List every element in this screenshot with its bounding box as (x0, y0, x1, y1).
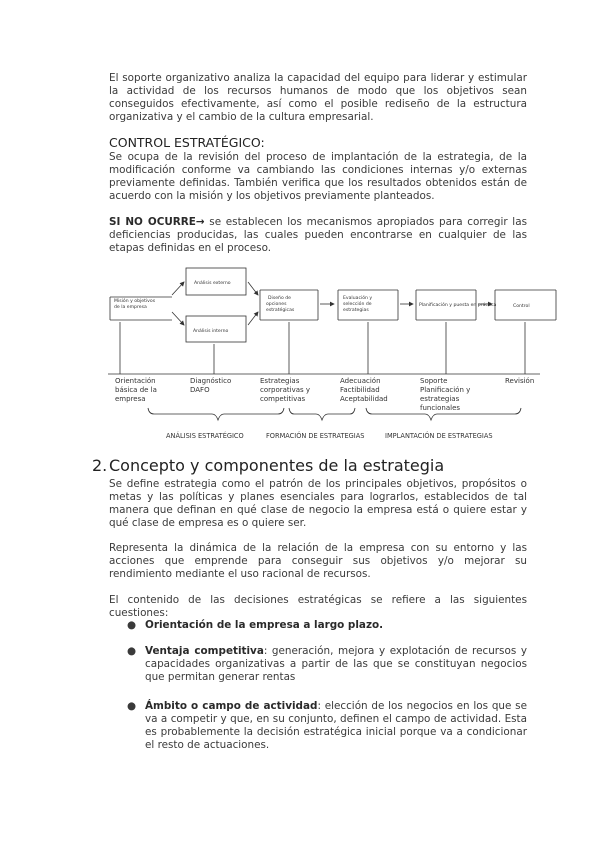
si-no-text: se establecen los mecanismos apropiados para corregir las deficiencias producidas, las cuales pueden encontrarse en cualquier de las etapas definidas en el proceso. (109, 216, 527, 254)
intro-paragraph: El soporte organizativo analiza la capacidad del equipo para liderar y estimular la actividad de los recursos humanos de modo que los objetivos sean conseguidos efectivamente, así como el posible rediseño de la estructura organizativa y el cambio de la cultura empresarial. (109, 72, 527, 123)
stage-estrategias: Estrategias corporativas y competitivas (260, 377, 311, 403)
phase-analisis: ANÁLISIS ESTRATÉGICO (166, 432, 244, 440)
phase-formacion: FORMACIÓN DE ESTRATEGIAS (266, 432, 365, 440)
si-no-label: SI NO OCURRE→ (109, 216, 205, 228)
diagram-box-control: Control (513, 304, 530, 309)
section-2-paragraph-3: El contenido de las decisiones estratégicas se refiere a las siguientes cuestiones: (109, 594, 527, 619)
stage-diagnostico: Diagnóstico DAFO (190, 377, 232, 394)
section-2-number: 2. (92, 456, 108, 475)
stage-revision: Revisión (505, 377, 535, 385)
section-2-paragraph-1: Se define estrategia como el patrón de los principales objetivos, propósitos o metas y las políticas y planes esenciales para lograrlos, establecidos de tal manera que definan en qué clase de negocio la empresa está o quiere estar y qué clase de empresa es o quiere ser. (109, 478, 527, 529)
section-2-heading (92, 456, 444, 475)
bullet-icon: ● (127, 645, 137, 657)
bullet-icon: ● (127, 619, 137, 631)
phase-implantacion: IMPLANTACIÓN DE ESTRATEGIAS (385, 432, 493, 440)
diagram-box-planificacion: Planificación y puesta en práctica (419, 303, 497, 308)
stage-orientacion: Orientación básica de la empresa (115, 377, 157, 403)
diagram-box-diseno: Diseño de opciones estratégicas (266, 296, 295, 313)
control-heading: CONTROL ESTRATÉGICO: (109, 135, 265, 150)
diagram-box-evaluacion: Evaluación y selección de estrategias (343, 296, 373, 313)
stage-soporte: Soporte Planificación y estrategias funcionales (420, 377, 471, 412)
diagram-box-analisis-interno: Análisis interno (193, 329, 229, 334)
bullet-icon: ● (127, 700, 137, 712)
bullet-bold: Ámbito o campo de actividad (145, 700, 318, 712)
stage-adecuacion: Adecuación Factibilidad Aceptabilidad (340, 377, 388, 403)
si-no-paragraph (109, 216, 527, 255)
diagram-box-analisis-externo: Análisis externo (194, 281, 231, 286)
strategy-process-diagram (0, 262, 600, 447)
diagram-box-mision: Misión y objetivos de la empresa (114, 299, 156, 310)
section-2-paragraph-2: Representa la dinámica de la relación de la empresa con su entorno y las acciones que emprende para conseguir sus objetivos y/o mejorar su rendimiento mediante el uso racional de recursos. (109, 542, 527, 580)
bullet-bold: Ventaja competitiva (145, 645, 264, 657)
bullet-bold: Orientación de la empresa a largo plazo. (145, 619, 384, 631)
control-paragraph: Se ocupa de la revisión del proceso de implantación de la estrategia, de la modificación conforme va cambiando las condiciones internas y/o externas previamente definidas. También verifica que los resultados obtenidos están de acuerdo con la misión y los objetivos previamente planteados. (109, 151, 527, 202)
section-2-title: Concepto y componentes de la estrategia (109, 456, 445, 475)
